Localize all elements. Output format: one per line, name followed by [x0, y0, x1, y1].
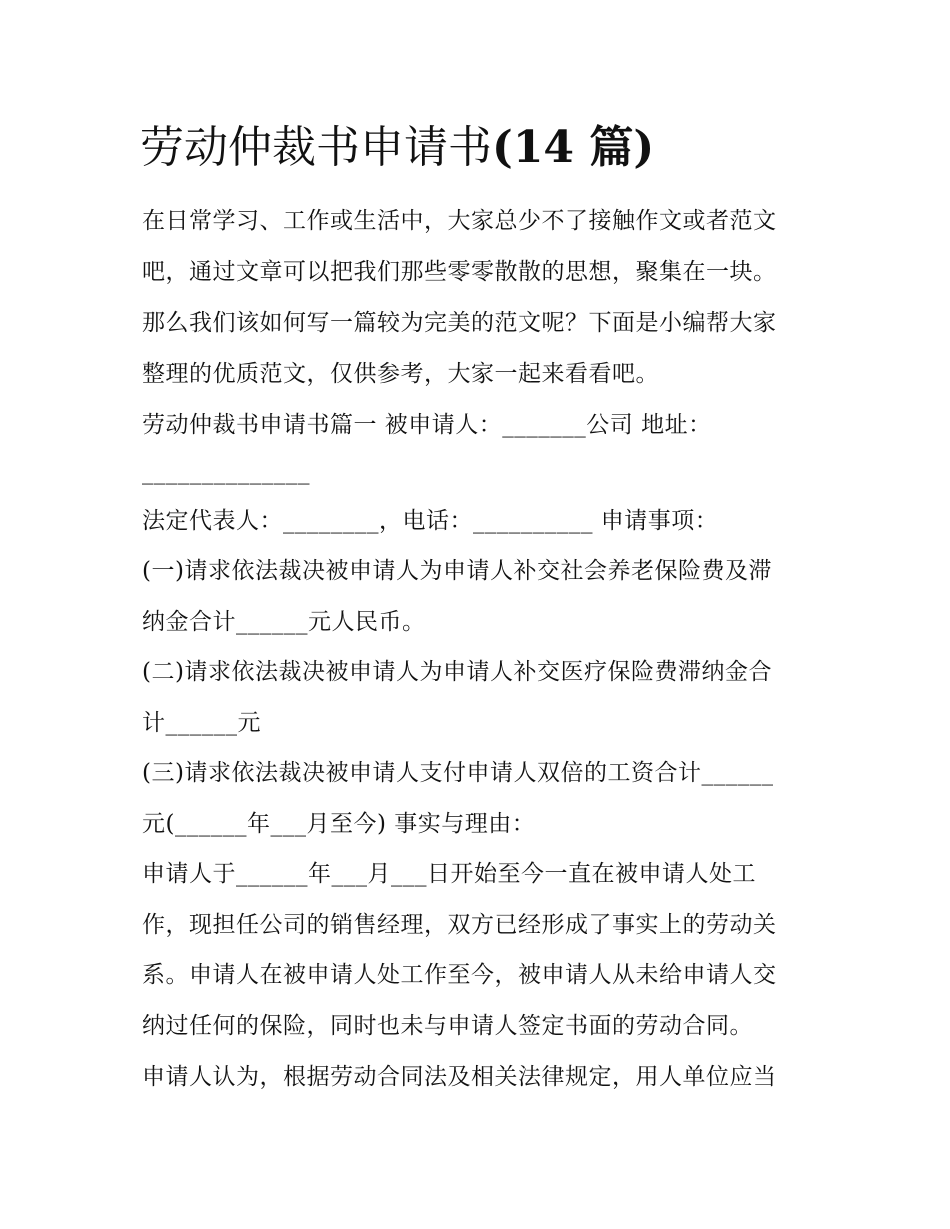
body-line: (二)请求依法裁决被申请人为申请人补交医疗保险费滞纳金合: [142, 659, 772, 685]
body-line: ______________: [142, 459, 310, 485]
title-text: 劳动仲裁书申请书: [140, 122, 492, 173]
body-line: (一)请求依法裁决被申请人为申请人补交社会养老保险费及滞: [142, 558, 772, 584]
body-line: 元(______年___月至今) 事实与理由：: [142, 811, 536, 837]
body-line: 劳动仲裁书申请书篇一 被申请人：_______公司 地址：: [142, 412, 712, 438]
body-line: 纳过任何的保险，同时也未与申请人签定书面的劳动合同。: [142, 1013, 753, 1039]
body-line: 作，现担任公司的销售经理，双方已经形成了事实上的劳动关: [142, 912, 777, 938]
document-title: [140, 118, 654, 178]
body-line: 申请人于______年___月___日开始至今一直在被申请人处工: [142, 861, 756, 887]
body-line: 整理的优质范文，仅供参考，大家一起来看看吧。: [142, 361, 659, 387]
body-line: 吧，通过文章可以把我们那些零零散散的思想，聚集在一块。: [142, 259, 777, 285]
title-suffix: (14 篇): [492, 122, 655, 173]
body-line: 在日常学习、工作或生活中，大家总少不了接触作文或者范文: [142, 208, 777, 234]
body-line: 计______元: [142, 710, 261, 736]
body-line: 纳金合计______元人民币。: [142, 609, 426, 635]
body-line: (三)请求依法裁决被申请人支付申请人双倍的工资合计______: [142, 760, 774, 786]
body-line: 申请人认为，根据劳动合同法及相关法律规定，用人单位应当: [142, 1064, 777, 1090]
body-line: 法定代表人：________，电话：__________ 申请事项：: [142, 508, 719, 534]
body-line: 系。申请人在被申请人处工作至今，被申请人从未给申请人交: [142, 962, 777, 988]
body-line: 那么我们该如何写一篇较为完美的范文呢？下面是小编帮大家: [142, 310, 777, 336]
